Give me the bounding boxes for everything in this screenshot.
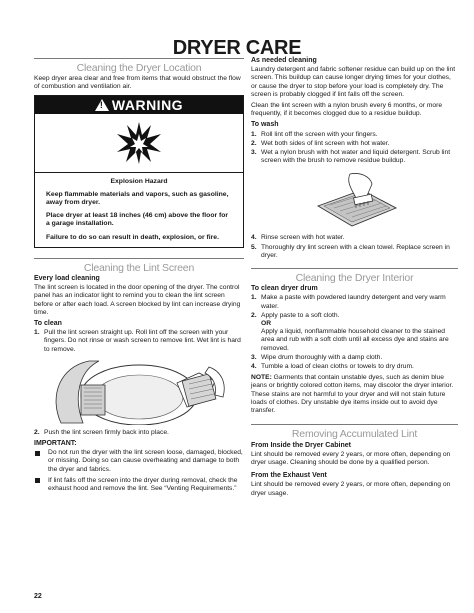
warning-hazard-title: Explosion Hazard [110,177,168,185]
list-item: 5. Thoroughly dry lint screen with a clean towel. Replace screen in dryer. [251,243,450,259]
list-item: 2. Apply paste to a soft cloth. OR Apply a liquid, nonflammable household cleaner to the stained area and rub with a soft cloth until all excess dye and stains are removed. [251,311,449,352]
page-number: 22 [34,593,42,600]
clean-steps [34,329,244,354]
as-needed-text: Laundry detergent and fabric softener residue can build up on the lint screen. This buildup can cause longer drying times for your clothes, or cause the dryer to stop before your load is completely dry. The screen is probably clogged if lint falls off the screen. [251,66,456,98]
wash-steps [251,131,458,166]
important-heading: IMPORTANT: [34,440,77,448]
list-item: 1. Pull the lint screen straight up. Roll lint off the screen with your fingers. Do not rinse or wash screen to remove lint. Wet lint is hard to remove. [34,329,241,353]
to-wash-heading: To wash [251,121,279,129]
vent-heading: From the Exhaust Vent [251,472,327,480]
as-needed-heading: As needed cleaning [251,57,317,64]
list-item: 4. Tumble a load of clean cloths or towels to dry drum. [251,363,414,371]
lint-screen-removal-illustration [34,357,244,425]
section-title-lint-screen: Cleaning the Lint Screen [83,261,195,274]
left-column [34,58,244,496]
section-rule [34,258,244,259]
dryer-interior-section [251,268,458,415]
list-item: If lint falls off the screen into the dryer during removal, check the exhaust hood and remove the lint. See “Venting Requirements.” [34,477,244,493]
vent-text: Lint should be removed every 2 years, or more often, depending on dryer usage. [251,481,451,497]
list-item: Do not run the dryer with the lint screen loose, damaged, blocked, or missing. Doing so can cause overheating and damage to both the dryer and fabrics. [34,449,244,474]
cabinet-text: Lint should be removed every 2 years, or more often, depending on dryer usage. Cleaning should be done by a qualified person. [251,450,451,466]
or-label: OR [261,320,272,328]
page-title: DRYER CARE [172,37,302,59]
section-rule [251,268,458,269]
lint-removal-section [251,424,458,497]
warning-line: Keep flammable materials and vapors, such as gasoline, away from dryer. [46,190,229,207]
to-clean-heading: To clean [34,320,62,328]
brush-scrubbing-illustration [251,168,458,230]
right-column [251,57,458,501]
bullet-icon [35,451,40,456]
section-title-dryer-interior: Cleaning the Dryer Interior [295,272,414,285]
explosion-icon [35,114,243,172]
warning-body [35,172,243,247]
list-item: 4. Rinse screen with hot water. [251,234,345,242]
warning-box [34,95,244,248]
warning-line: Failure to do so can result in death, explosion, or fire. [46,233,219,241]
wash-steps-continued [251,234,458,260]
section-rule [34,58,244,59]
as-needed-text-2: Clean the lint screen with a nylon brush every 6 months, or more frequently, if it becomes clogged due to a residue buildup. [251,102,443,118]
warning-line: Place dryer at least 18 inches (46 cm) above the floor for a garage installation. [46,212,229,228]
list-item: 2. Wet both sides of lint screen with hot water. [251,139,390,147]
bullet-icon [35,478,40,483]
important-list [34,449,244,493]
list-item: 3. Wipe drum thoroughly with a damp cloth. [251,353,383,361]
warning-header [35,96,243,114]
section-title-removing-lint: Removing Accumulated Lint [291,428,418,441]
drum-steps [251,294,458,371]
every-load-heading: Every load cleaning [34,275,100,283]
note-text: NOTE: Garments that contain unstable dyes, such as denim blue jeans or brightly colored cotton items, may discolor the dryer interior. These stains are not harmful to your dryer and will not stain future loads of clothes. Dry unstable dye items inside out to avoid dye transfer. [251,374,454,415]
list-item: 3. Wet a nylon brush with hot water and liquid detergent. Scrub lint screen with the brush to remove residue buildup. [251,149,451,165]
section-title-dryer-location: Cleaning the Dryer Location [76,62,202,74]
section-rule [251,424,458,425]
cabinet-heading: From Inside the Dryer Cabinet [251,441,351,449]
drum-heading: To clean dryer drum [251,285,318,293]
warning-label: WARNING [111,96,184,113]
list-item: 1. Roll lint off the screen with your fingers. [251,130,378,138]
lint-screen-section [34,258,244,493]
warning-triangle-icon: ! [95,99,109,111]
dryer-location-text: Keep dryer area clear and free from items that would obstruct the flow of combustion and ventilation air. [34,75,241,91]
list-item: 2. Push the lint screen firmly back into place. [34,428,169,436]
every-load-text: The lint screen is located in the door opening of the dryer. The control panel has an indicator light to remind you to clean the lint screen before or after each load. A screen blocked by lint can increase drying time. [34,284,241,316]
list-item: 1. Make a paste with powdered laundry detergent and very warm water. [251,294,446,310]
clean-steps-continued [34,429,244,437]
